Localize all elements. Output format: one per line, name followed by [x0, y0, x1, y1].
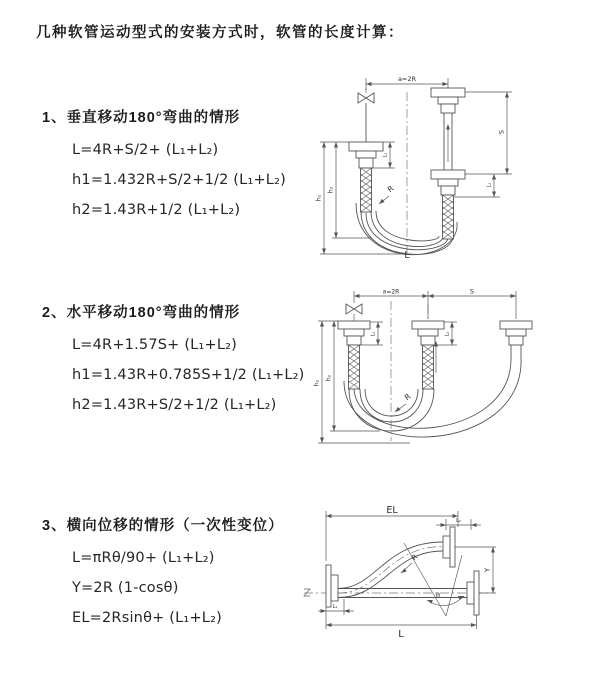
section-1 — [42, 108, 322, 225]
left-flange-assembly — [326, 565, 338, 607]
braided-hose-section — [443, 195, 454, 239]
middle-flange-assembly — [412, 321, 444, 389]
diagram-vertical-180-bend — [312, 70, 574, 260]
dim-label-h1: h₁ — [313, 379, 321, 387]
radius-leader — [378, 184, 396, 206]
formula-line: L=πRθ/90+ (L₁+L₂) — [72, 550, 215, 566]
dim-label-a2r: a=2R — [397, 75, 417, 83]
dim-label-el: EL — [386, 505, 398, 516]
section-title: 垂直移动180°弯曲的情形 — [66, 110, 241, 126]
angle-label: θ — [436, 591, 440, 600]
dim-label-l: L — [398, 629, 404, 640]
right-flange-assembly — [431, 88, 465, 239]
formula-list — [42, 543, 322, 633]
length-label: L — [404, 250, 410, 260]
dim-label-s: S — [497, 129, 506, 135]
braided-hose-section — [361, 168, 372, 212]
dimension-el — [326, 505, 458, 561]
section-title: 水平移动180°弯曲的情形 — [66, 305, 241, 321]
dim-label-h2: h₂ — [327, 186, 335, 194]
valve-icon — [346, 304, 362, 321]
radius-label: R — [385, 183, 396, 195]
dim-label-l1: L₁ — [370, 331, 377, 337]
section-number: 1、 — [42, 110, 67, 126]
dimension-s — [428, 288, 516, 299]
dim-label-h2: h₂ — [325, 374, 333, 382]
diagram-horizontal-180-bend — [310, 283, 596, 463]
formula-line: h1=1.432R+S/2+1/2 (L₁+L₂) — [72, 172, 286, 188]
formula-line: h1=1.43R+0.785S+1/2 (L₁+L₂) — [72, 367, 305, 383]
valve-icon — [358, 88, 374, 103]
diagram-lateral-displacement — [298, 503, 598, 648]
radius-label: R — [410, 552, 420, 563]
dim-label-l2: L₂ — [456, 518, 461, 524]
formula-list — [42, 330, 322, 420]
page-title: 几种软管运动型式的安装方式时，软管的长度计算： — [36, 25, 404, 41]
formula-line: h2=1.43R+1/2 (L₁+L₂) — [72, 202, 241, 218]
braided-hose-section — [349, 345, 360, 389]
centerline-mark — [304, 589, 310, 596]
dim-label-l2: L₂ — [444, 331, 451, 337]
dim-label-l2: L₂ — [486, 182, 493, 188]
radius-leader — [394, 392, 413, 414]
braided-hose-section — [423, 345, 434, 389]
section-3 — [42, 516, 322, 633]
section-2 — [42, 303, 322, 420]
left-flange-assembly — [338, 321, 370, 389]
section-number: 2、 — [42, 305, 67, 321]
dim-label-a2r: a=2R — [382, 288, 400, 296]
dim-label-h1: h₁ — [315, 194, 323, 202]
left-flange-assembly — [349, 103, 383, 212]
dimension-s — [465, 92, 512, 174]
displaced-hose — [338, 527, 455, 598]
formula-line: h2=1.43R+S/2+1/2 (L₁+L₂) — [72, 397, 277, 413]
section-heading — [42, 108, 322, 128]
formula-line: L=4R+1.57S+ (L₁+L₂) — [72, 337, 237, 353]
dim-label-l1: L₁ — [382, 152, 389, 158]
dim-label-y: Y — [483, 567, 492, 573]
section-number: 3、 — [42, 518, 67, 534]
right-flange-assembly — [500, 321, 532, 357]
dimension-l2 — [436, 518, 481, 530]
radius-label: R — [402, 391, 413, 403]
section-title: 横向位移的情形（一次性变位） — [66, 518, 284, 534]
dimension-a2r — [354, 289, 516, 320]
formula-list — [42, 135, 322, 225]
section-heading — [42, 516, 322, 536]
section-heading — [42, 303, 322, 323]
formula-line: EL=2Rsinθ+ (L₁+L₂) — [72, 610, 222, 626]
formula-line: Y=2R (1-cosθ) — [72, 580, 179, 596]
formula-line: L=4R+S/2+ (L₁+L₂) — [72, 142, 219, 158]
dim-label-s: S — [469, 287, 475, 296]
dim-label-l1: L₁ — [332, 604, 338, 610]
